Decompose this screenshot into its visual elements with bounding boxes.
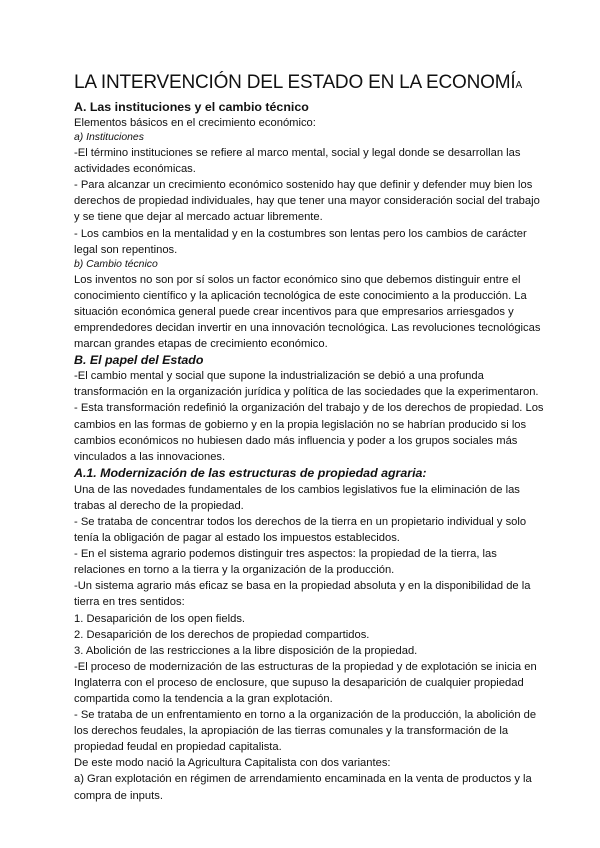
document-title — [74, 72, 544, 97]
section-a-heading: A. Las instituciones y el cambio técnico — [74, 100, 309, 114]
paragraph: - En el sistema agrario podemos distinguir tres aspectos: la propiedad de la tierra, las relaciones en torno a la tierra y la organización de la producción. — [74, 548, 497, 577]
paragraph: a) Gran explotación en régimen de arrendamiento encaminada en la venta de productos y la compra de inputs. — [74, 773, 532, 802]
paragraph: Los inventos no son por sí solos un factor económico sino que debemos distinguir entre el conocimiento científico y la aplicación tecnológica de este conocimiento a la producción. La situación económica general puede crear incentivos para que empresarios arriesgados y emprendedores decidan invertir en una innovación tecnológica. Las revoluciones tecnológicas marcan grandes etapas de crecimiento económico. — [74, 273, 541, 351]
section-a1-heading: A.1. Modernización de las estructuras de propiedad agraria: — [74, 465, 427, 480]
list-item: 1. Desaparición de los open fields. — [74, 612, 246, 625]
paragraph: - Para alcanzar un crecimiento económico sostenido hay que definir y defender muy bien los derechos de propiedad individuales, hay que tener una mayor consideración social del trabajo y se tiene que dejar al mercado actuar libremente. — [74, 179, 540, 224]
section-a-intro: Elementos básicos en el crecimiento económico: — [74, 117, 316, 129]
paragraph: Una de las novedades fundamentales de los cambios legislativos fue la eliminación de las trabas al derecho de la propiedad. — [74, 483, 520, 512]
paragraph: - Los cambios en la mentalidad y en la costumbres son lentas pero los cambios de carácter legal son repentinos. — [74, 227, 527, 256]
section-b-heading: B. El papel del Estado — [74, 353, 204, 368]
paragraph: - Esta transformación redefinió la organización del trabajo y de los derechos de propiedad. Los cambios en las formas de gobierno y en la propia legislación no se habrían producido si los cambios económicos no hubiesen dado más influencia y poder a los grupos sociales más vinculados a las innovaciones. — [74, 402, 544, 463]
document-page — [74, 72, 544, 804]
paragraph: - Se trataba de un enfrentamiento en torno a la organización de la producción, la abolición de los derechos feudales, la apropiación de las tierras comunales y la transformación de la propiedad feudal en propiedad capitalista. — [74, 709, 537, 754]
title-main: LA INTERVENCIÓN DEL ESTADO EN LA ECONOMÍ — [74, 72, 516, 93]
paragraph: -El cambio mental y social que supone la industrialización se debió a una profunda transformación en la organización jurídica y política de las sociedades que la experimentaron. — [74, 370, 539, 399]
paragraph: -El proceso de modernización de las estructuras de la propiedad y de explotación se inicia en Inglaterra con el proceso de enclosure, que supuso la desaparición de cualquier propiedad compartida como la tendencia a la gran explotación. — [74, 660, 537, 705]
paragraph: - Se trataba de concentrar todos los derechos de la tierra en un propietario individual y solo tenía la obligación de pagar al estado los impuestos establecidos. — [74, 515, 527, 545]
list-item: 3. Abolición de las restricciones a la libre disposición de la propiedad. — [74, 644, 418, 657]
subheading-cambio-tecnico: b) Cambio técnico — [74, 258, 158, 270]
list-item: 2. Desaparición de los derechos de propiedad compartidos. — [74, 628, 370, 641]
paragraph: -Un sistema agrario más eficaz se basa en la propiedad absoluta y en la disponibilidad de la tierra en tres sentidos: — [74, 580, 531, 609]
paragraph: -El término instituciones se refiere al marco mental, social y legal donde se desarrollan las actividades económicas. — [74, 147, 521, 176]
subheading-instituciones: a) Instituciones — [74, 132, 144, 144]
paragraph: De este modo nació la Agricultura Capitalista con dos variantes: — [74, 757, 391, 770]
title-tail: A — [515, 80, 522, 91]
